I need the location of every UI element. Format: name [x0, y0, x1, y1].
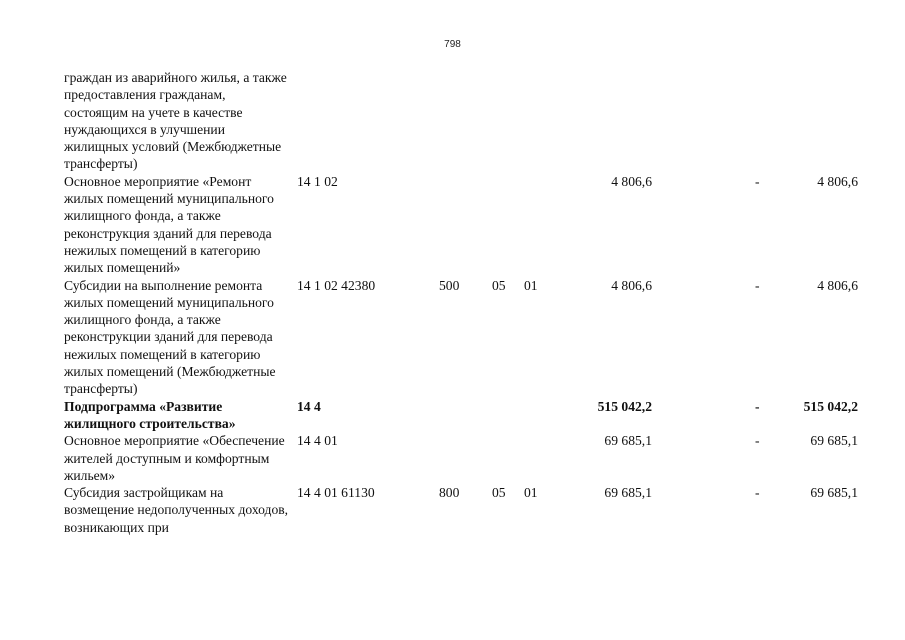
row-sum-change: - [755, 433, 760, 449]
row-name: Подпрограмма «Развитие жилищного строительства» [64, 398, 236, 431]
row-sum-final: 515 042,2 [803, 398, 858, 414]
row-subsection: 01 [524, 277, 538, 293]
table-row [0, 484, 905, 536]
row-name: Субсидия застройщикам на возмещение недополученных доходов, возникающих при [64, 485, 289, 535]
row-sum-total: 4 806,6 [611, 277, 652, 293]
table-row-subprogram [0, 398, 905, 433]
row-code: 14 1 02 42380 [297, 277, 376, 293]
row-sum-final: 4 806,6 [817, 173, 858, 189]
table-row [0, 173, 905, 277]
row-name: Основное мероприятие «Ремонт жилых помещений муниципального жилищного фонда, а также реконструкция зданий для перевода нежилых помещений в категорию жилых помещений» [64, 173, 274, 276]
row-sum-final: 69 685,1 [810, 433, 858, 449]
table-row [0, 432, 905, 484]
table-row [0, 69, 905, 173]
row-sum-total: 69 685,1 [604, 485, 652, 501]
row-code: 14 1 02 [297, 173, 338, 189]
row-expense-type: 500 [439, 277, 460, 293]
row-sum-final: 4 806,6 [817, 277, 858, 293]
page-number: 798 [444, 39, 461, 50]
row-subsection: 01 [524, 485, 538, 501]
row-expense-type: 800 [439, 485, 460, 501]
row-sum-final: 69 685,1 [810, 485, 858, 501]
row-code: 14 4 [297, 398, 321, 414]
row-sum-change: - [755, 277, 760, 293]
row-sum-change: - [755, 173, 760, 189]
row-code: 14 4 01 [297, 433, 338, 449]
row-name: Основное мероприятие «Обеспечение жителей доступным и комфортным жильем» [64, 433, 285, 483]
row-sum-total: 4 806,6 [611, 173, 652, 189]
row-sum-change: - [755, 485, 760, 501]
row-section: 05 [492, 277, 506, 293]
budget-table [0, 69, 905, 536]
row-sum-change: - [755, 398, 760, 414]
row-code: 14 4 01 61130 [297, 485, 375, 501]
row-sum-total: 515 042,2 [597, 398, 652, 414]
row-name: граждан из аварийного жилья, а также предоставления гражданам, состоящим на учете в качестве нуждающихся в улучшении жилищных условий (Межбюджетные трансферты) [64, 70, 287, 172]
table-row [0, 277, 905, 398]
row-name: Субсидии на выполнение ремонта жилых помещений муниципального жилищного фонда, а также реконструкции зданий для перевода нежилых помещений в категорию жилых помещений (Межбюджетные трансферты) [64, 277, 276, 397]
row-sum-total: 69 685,1 [604, 433, 652, 449]
row-section: 05 [492, 485, 506, 501]
